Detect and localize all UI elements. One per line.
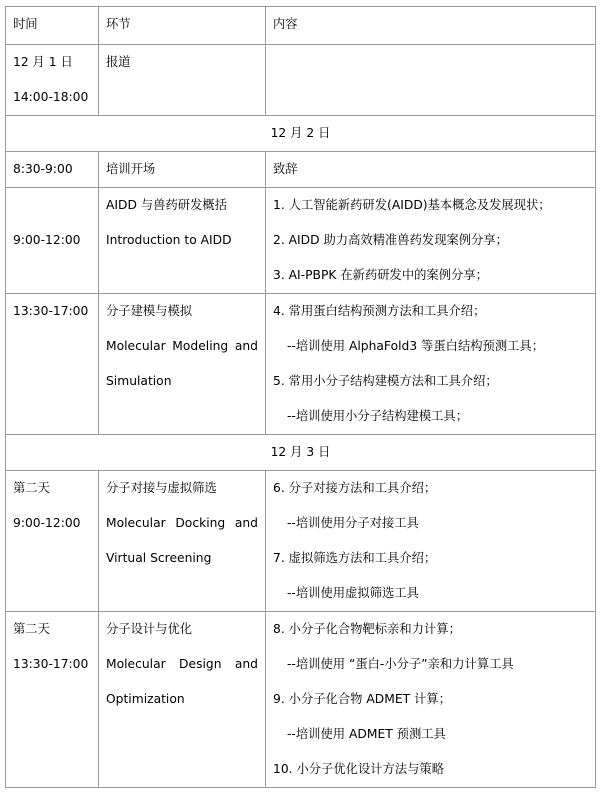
time-text: 13:30-17:00 xyxy=(13,657,89,671)
session-cell xyxy=(99,294,266,435)
content-subitem: --培训使用分子对接工具 xyxy=(287,516,419,530)
day-label: 12 月 2 日 xyxy=(6,116,596,152)
header-session: 环节 xyxy=(99,7,266,45)
content-item: 9. 小分子化合物 ADMET 计算； xyxy=(273,692,451,706)
day-row xyxy=(6,435,596,471)
time-text: 9:00-12:00 xyxy=(13,516,81,530)
time-cell xyxy=(6,152,99,188)
table-row xyxy=(6,471,596,612)
time-text: 14:00-18:00 xyxy=(13,90,89,104)
content-cell xyxy=(266,294,596,435)
content-subitem: --培训使用 ADMET 预测工具 xyxy=(287,727,446,741)
content-item: 5. 常用小分子结构建模方法和工具介绍； xyxy=(273,374,498,388)
content-cell xyxy=(266,45,596,116)
session-text: AIDD 与兽药研发概括 xyxy=(106,198,227,212)
content-text: 致辞 xyxy=(273,162,298,176)
content-item: 6. 分子对接方法和工具介绍； xyxy=(273,481,437,495)
table-row xyxy=(6,188,596,294)
header-row xyxy=(6,7,596,45)
content-cell xyxy=(266,188,596,294)
time-cell xyxy=(6,188,99,294)
time-cell xyxy=(6,294,99,435)
session-text: 分子建模与模拟 xyxy=(106,304,193,318)
table-row xyxy=(6,294,596,435)
table-row xyxy=(6,152,596,188)
time-text: 第二天 xyxy=(13,481,50,495)
time-cell xyxy=(6,471,99,612)
content-item: 10. 小分子优化设计方法与策略 xyxy=(273,762,445,776)
content-subitem: --培训使用 “蛋白-小分子”亲和力计算工具 xyxy=(287,657,514,671)
time-text: 13:30-17:00 xyxy=(13,304,89,318)
content-cell xyxy=(266,471,596,612)
time-text: 8:30-9:00 xyxy=(13,162,73,176)
content-subitem: --培训使用 AlphaFold3 等蛋白结构预测工具； xyxy=(287,339,545,353)
time-text: 9:00-12:00 xyxy=(13,233,81,247)
session-text: 分子设计与优化 xyxy=(106,622,193,636)
header-time: 时间 xyxy=(6,7,99,45)
content-item: 3. AI-PBPK 在新药研发中的案例分享； xyxy=(273,268,488,282)
time-cell xyxy=(6,45,99,116)
session-text: 培训开场 xyxy=(106,162,156,176)
content-item: 2. AIDD 助力高效精准兽药发现案例分享； xyxy=(273,233,508,247)
header-content: 内容 xyxy=(266,7,596,45)
day-label: 12 月 3 日 xyxy=(6,435,596,471)
content-item: 7. 虚拟筛选方法和工具介绍； xyxy=(273,551,437,565)
session-text: 报道 xyxy=(106,55,131,69)
session-text: Molecular Design and xyxy=(106,657,258,671)
session-text: Molecular Docking and xyxy=(106,516,258,530)
session-cell xyxy=(99,152,266,188)
table-row xyxy=(6,612,596,788)
content-subitem: --培训使用虚拟筛选工具 xyxy=(287,586,419,600)
session-text: Virtual Screening xyxy=(106,551,212,565)
session-text: Molecular Modeling and xyxy=(106,339,258,353)
session-text: Introduction to AIDD xyxy=(106,233,232,247)
time-text: 第二天 xyxy=(13,622,50,636)
table-row xyxy=(6,45,596,116)
time-text: 12 月 1 日 xyxy=(13,55,73,69)
day-row xyxy=(6,116,596,152)
session-text: 分子对接与虚拟筛选 xyxy=(106,481,217,495)
session-cell xyxy=(99,471,266,612)
session-cell xyxy=(99,45,266,116)
content-cell xyxy=(266,612,596,788)
session-text: Optimization xyxy=(106,692,185,706)
schedule-table xyxy=(5,6,596,788)
session-text: Simulation xyxy=(106,374,172,388)
content-cell xyxy=(266,152,596,188)
content-item: 4. 常用蛋白结构预测方法和工具介绍； xyxy=(273,304,486,318)
session-cell xyxy=(99,612,266,788)
time-cell xyxy=(6,612,99,788)
content-subitem: --培训使用小分子结构建模工具； xyxy=(287,409,469,423)
session-cell xyxy=(99,188,266,294)
content-item: 8. 小分子化合物靶标亲和力计算； xyxy=(273,622,461,636)
content-item: 1. 人工智能新药研发(AIDD)基本概念及发展现状； xyxy=(273,198,551,212)
